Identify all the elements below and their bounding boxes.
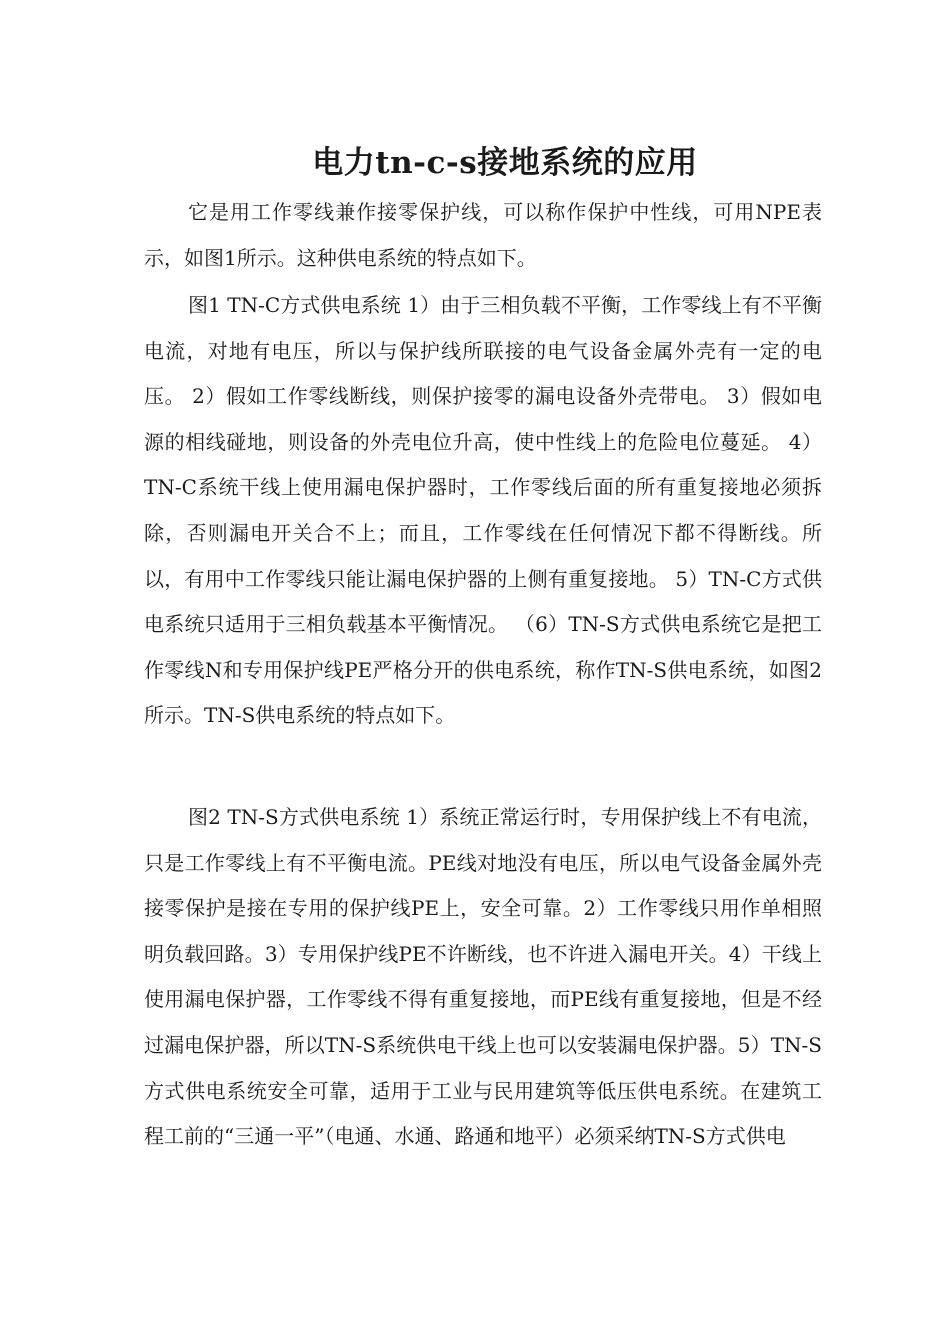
- body-paragraph-3: 图2 TN-S方式供电系统 1）系统正常运行时，专用保护线上不有电流，只是工作零线上有不平衡电流。PE线对地没有电压，所以电气设备金属外壳接零保护是接在专用的保护线PE上，安全可靠。2）工作零线只用作单相照明负载回路。3）专用保护线PE不许断线，也不许进入漏电开关。4）干线上使用漏电保护器，工作零线不得有重复接地，而PE线有重复接地，但是不经过漏电保护器，所以TN-S系统供电干线上也可以安装漏电保护器。5）TN-S方式供电系统安全可靠，适用于工业与民用建筑等低压供电系统。在建筑工程工前的“三通一平”（电通、水通、路通和地平）必须采纳TN-S方式供电: [144, 805, 822, 1149]
- document-title: 电力tn-c-s接地系统的应用: [312, 144, 698, 181]
- body-paragraph-1: 它是用工作零线兼作接零保护线，可以称作保护中性线，可用NPE表示，如图1所示。这种供电系统的特点如下。: [144, 200, 822, 270]
- body-paragraph-2: 图1 TN-C方式供电系统 1）由于三相负载不平衡，工作零线上有不平衡电流，对地有电压，所以与保护线所联接的电气设备金属外壳有一定的电压。 2）假如工作零线断线，则保护接零的漏电设备外壳带电。 3）假如电源的相线碰地，则设备的外壳电位升高，使中性线上的危险电位蔓延。 4）TN-C系统干线上使用漏电保护器时，工作零线后面的所有重复接地必须拆除，否则漏电开关合不上；而且，工作零线在任何情况下都不得断线。所以，有用中工作零线只能让漏电保护器的上侧有重复接地。 5）TN-C方式供电系统只适用于三相负载基本平衡情况。 （6）TN-S方式供电系统它是把工作零线N和专用保护线PE严格分开的供电系统，称作TN-S供电系统，如图2所示。TN-S供电系统的特点如下。: [144, 293, 822, 728]
